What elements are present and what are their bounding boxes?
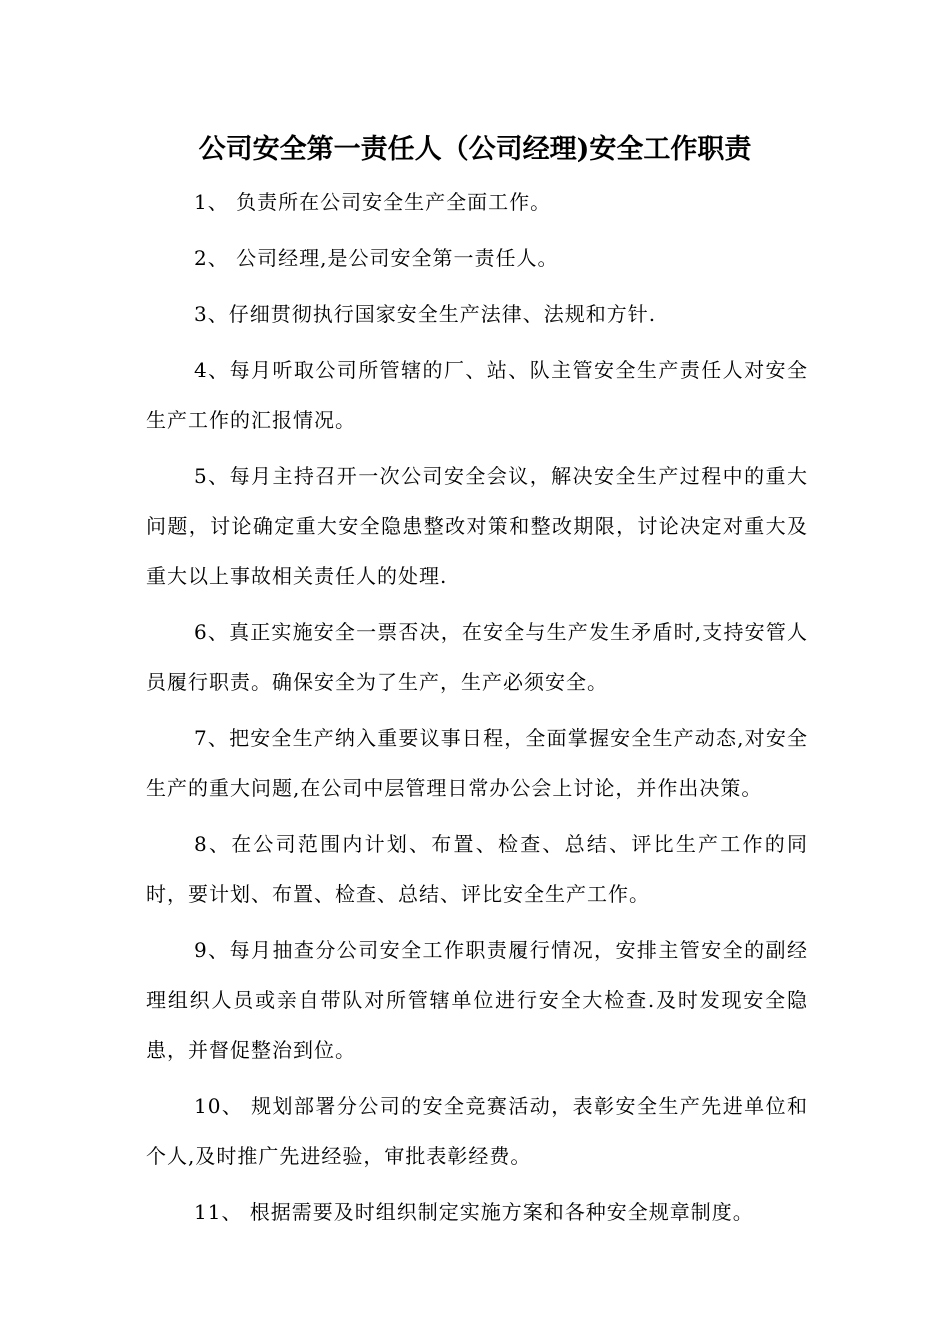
paragraph-8: 8、在公司范围内计划、布置、检查、总结、评比生产工作的同时，要计划、布置、检查、总结、评比安全生产工作。 [146, 832, 808, 906]
paragraph-1: 1、 负责所在公司安全生产全面工作。 [194, 190, 552, 214]
paragraph-10: 10、 规划部署分公司的安全竞赛活动，表彰安全生产先进单位和个人,及时推广先进经验，审批表彰经费。 [146, 1094, 808, 1168]
paragraph-4: 4、每月听取公司所管辖的厂、站、队主管安全生产责任人对安全生产工作的汇报情况。 [146, 358, 808, 432]
paragraph-6: 6、真正实施安全一票否决，在安全与生产发生矛盾时,支持安管人员履行职责。确保安全为了生产，生产必须安全。 [146, 620, 808, 694]
paragraph-9: 9、每月抽查分公司安全工作职责履行情况，安排主管安全的副经理组织人员或亲自带队对所管辖单位进行安全大检查.及时发现安全隐患，并督促整治到位。 [146, 938, 808, 1062]
paragraph-3: 3、仔细贯彻执行国家安全生产法律、法规和方针. [194, 302, 657, 326]
document-title: 公司安全第一责任人（公司经理)安全工作职责 [198, 134, 752, 165]
document-body [146, 177, 808, 1243]
paragraph-7: 7、把安全生产纳入重要议事日程，全面掌握安全生产动态,对安全生产的重大问题,在公司中层管理日常办公会上讨论，并作出决策。 [146, 726, 808, 800]
paragraph-5: 5、每月主持召开一次公司安全会议，解决安全生产过程中的重大问题，讨论确定重大安全隐患整改对策和整改期限，讨论决定对重大及重大以上事故相关责任人的处理. [146, 464, 808, 588]
paragraph-2: 2、 公司经理,是公司安全第一责任人。 [194, 246, 559, 270]
paragraph-11: 11、 根据需要及时组织制定实施方案和各种安全规章制度。 [194, 1200, 754, 1224]
